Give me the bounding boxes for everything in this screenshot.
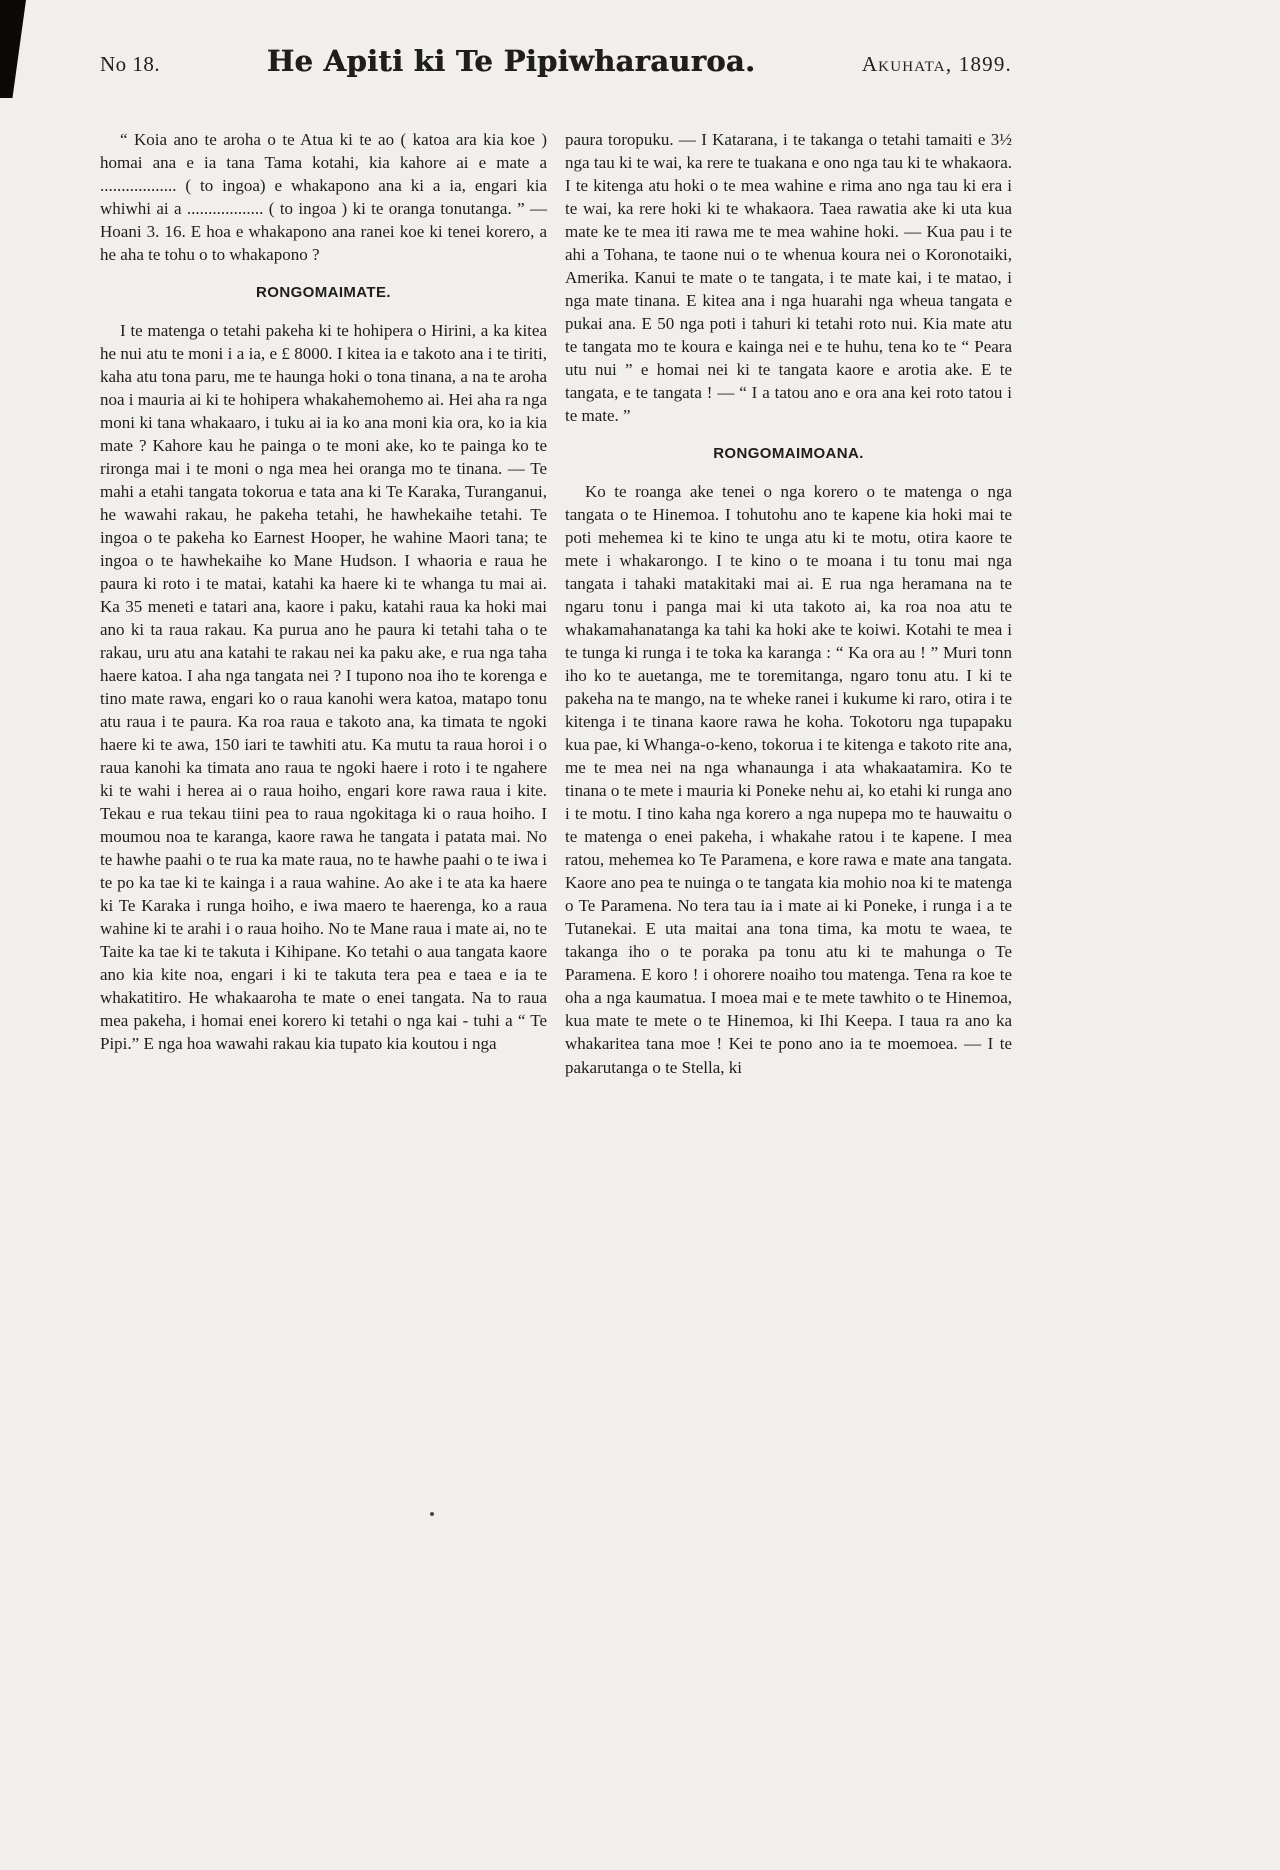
left-column bbox=[100, 128, 547, 1079]
body-columns bbox=[100, 128, 1012, 1079]
section-heading-rongomaimate: RONGOMAIMATE. bbox=[256, 284, 391, 302]
publication-title: He Apiti ki Te Pipiwharauroa. bbox=[266, 44, 756, 78]
right-column bbox=[565, 128, 1012, 1079]
continuation-paragraph: paura toropuku. — I Katarana, i te takanga o tetahi tamaiti e 3½ nga tau ki te wai, ka rere te tuakana e ono nga tau ki te whakaora. I te kitenga atu hoki o te mea wahine e rima ano nga tau ki era i te wai, ka rere hoki ki te whakaora. Taea rawatia ake ki uta kua mate ke te mea iti rawa me te mea wahine hoki. — Kua pau i te ahi a Tohana, te taone nui o te whenua koura nei o Koronotaiki, Amerika. Kanui te mate o te tangata, i te mate kai, i te matao, i nga mate tinana. E kitea ana i nga huarahi nga wheua tangata e pukai ana. E 50 nga poti i tahuri ki tetahi roto nui. Kia mate atu te tangata mo te koura e kainga nei e te huhu, tena ko te “ Peara utu nui ” e homai nei ki te tangata kaore e arotia ake. E te tangata, e te tangata ! — “ I a tatou ano e ora ana kei roto tatou i te mate. ” bbox=[565, 130, 1012, 426]
rongomaimoana-paragraph: Ko te roanga ake tenei o nga korero o te matenga o nga tangata o te Hinemoa. I tohutohu ano te kapene kia hoki mai te poti mehemea ki te kino te unga atu ki te motu, otira kaore te mete i whakarongo. I te kino o te moana i tu tonu mai nga tangata i tahaki matakitaki mai ai. E rua nga heramana na te ngaru tonu i panga mai ki uta takoto ai, ka roa noa atu te whakamahanatanga ka tahi ka hoki ake te koiwi. Kotahi te mea i te tunga ki runga i te toka ka karanga : “ Ka ora au ! ” Muri tonn iho ko te auetanga, me te toremitanga, ngaro tonu atu. I ki te pakeha na te mango, na te wheke ranei i kukume ki raro, otira i te kitenga i te tinana kaore rawa he koha. Tokotoru nga tupapaku kua pae, ki Whanga-o-keno, tokorua i te kitenga e takoto rite ana, me te mea nei na nga whanaunga i ata whakaatamira. Ko te tinana o te mete i mauria ki Poneke nehu ai, ko etahi ki runga ano i te motu. I tino kaha nga korero a nga nupepa mo te hauwaitu o te matenga o enei pakeha, i whakahe ratou i te kapene. I mea ratou, mehemea ko Te Paramena, e kore rawa e mate ana tangata. Kaore ano pea te nuinga o te tangata kia mohio noa ki te matenga o Te Paramena. No tera tau ia i mate ai ki Poneke, i runga i a te Tutanekai. E uta maitai ana tona tima, ka motu te waea, te takanga iho o te poraka pa tonu atu ki te mahunga o Te Paramena. E koro ! i ohorere noaiho tou matenga. Tena ra koe te oha a nga kaumatua. I moea mai e te mete tawhito o te Hinemoa, kua mate te mete o te Hinemoa, ki Ihi Keepa. I taua ra ano ka whakaritea tana moe ! Kei te pono ano ia te moemoea. — I te pakarutanga o te Stella, ki bbox=[565, 481, 1012, 1077]
section-heading-rongomaimoana: RONGOMAIMOANA. bbox=[713, 445, 864, 463]
issue-date: Akuhata, 1899. bbox=[861, 52, 1012, 76]
ink-speck bbox=[430, 1512, 434, 1516]
printed-area bbox=[100, 0, 1012, 1079]
masthead bbox=[100, 0, 1012, 78]
issue-number: No 18. bbox=[100, 52, 161, 76]
scripture-quote-paragraph: “ Koia ano te aroha o te Atua ki te ao ( katoa ara kia koe ) homai ana e ia tana Tama kotahi, kia kahore ai e mate a .................. ( to ingoa) e whakapono ana ki a ia, engari kia whiwhi ai a .................. ( to ingoa ) ki te oranga tonutanga. ” — Hoani 3. 16. E hoa e whakapono ana ranei koe ki tenei korero, a he aha te tohu o to whakapono ? bbox=[100, 130, 547, 265]
rongomaimate-paragraph: I te matenga o tetahi pakeha ki te hohipera o Hirini, a ka kitea he nui atu te moni i a ia, e £ 8000. I kitea ia e takoto ana i te tiriti, kaha atu tona paru, me te haunga hoki o tona tinana, a na te aroha noa i mauria ai ki te hohipera whakahemohemo ai. Hei aha ra nga moni ki tana whakaaro, i tuku ai ia ko ana moni kia ora, ko ia kia mate ? Kahore kau he painga o te moni ake, ko te painga ko te rironga mai i te moni o nga mea hei oranga mo te tinana. — Te mahi a etahi tangata tokorua e tata ana ki Te Karaka, Turanganui, he wawahi rakau, he pakeha tetahi, he hawhekaihe tetahi. Te ingoa o te pakeha ko Earnest Hooper, he wahine Maori tana; te ingoa o te hawhekaihe ko Mane Hudson. I whaoria e raua he paura ki roto i te matai, katahi ka haere ki te whanga tu mai ai. Ka 35 meneti e tatari ana, kaore i paku, katahi raua ka hoki mai ano ki ta raua rakau. Ka purua ano he paura ki tetahi taha o te rakau, uru atu ana katahi te rakau nei ka paku ake, e rua nga taha haere katoa. I aha nga tangata nei ? I tupono noa iho te korenga e tino mate rawa, engari ko o raua kanohi wera katoa, matapo tonu atu raua i te paura. Ka roa raua e takoto ana, ka timata te ngoki haere ki te awa, 150 iari te tawhiti atu. Ka mutu ta raua horoi i o raua kanohi ka timata ano raua te ngoki haere i roto i te ngahere ki te wahi i herea ai o raua hoiho, engari kore rawa raua i kite. Tekau e rua tekau tiini pea to raua ngokitaga ki o raua hoiho. I moumou noa te karanga, kaore rawa he tangata i patata mai. No te hawhe paahi o te rua ka mate raua, no te hawhe paahi o te iwa i te po ka tae ki te kainga i a raua wahine. Ao ake i te ata ka haere ki Te Karaka i runga hoiho, e iwa maero te haerenga, ko a raua wahine ki te arahi i o raua hoiho. No te Mane raua i mate ai, no te Taite ka tae ki te takuta i Kihipane. Ko tetahi o aua tangata kaore ano kia kite noa, engari i ki te takuta tera pea e taea e ia te whakatitiro. He whakaaroha te mate o enei tangata. Na to raua mea pakeha, i homai enei korero ki tetahi o nga kai - tuhi a “ Te Pipi.” E nga hoa wawahi rakau kia tupato kia koutou i nga bbox=[100, 320, 548, 1054]
binding-mark bbox=[0, 0, 26, 98]
